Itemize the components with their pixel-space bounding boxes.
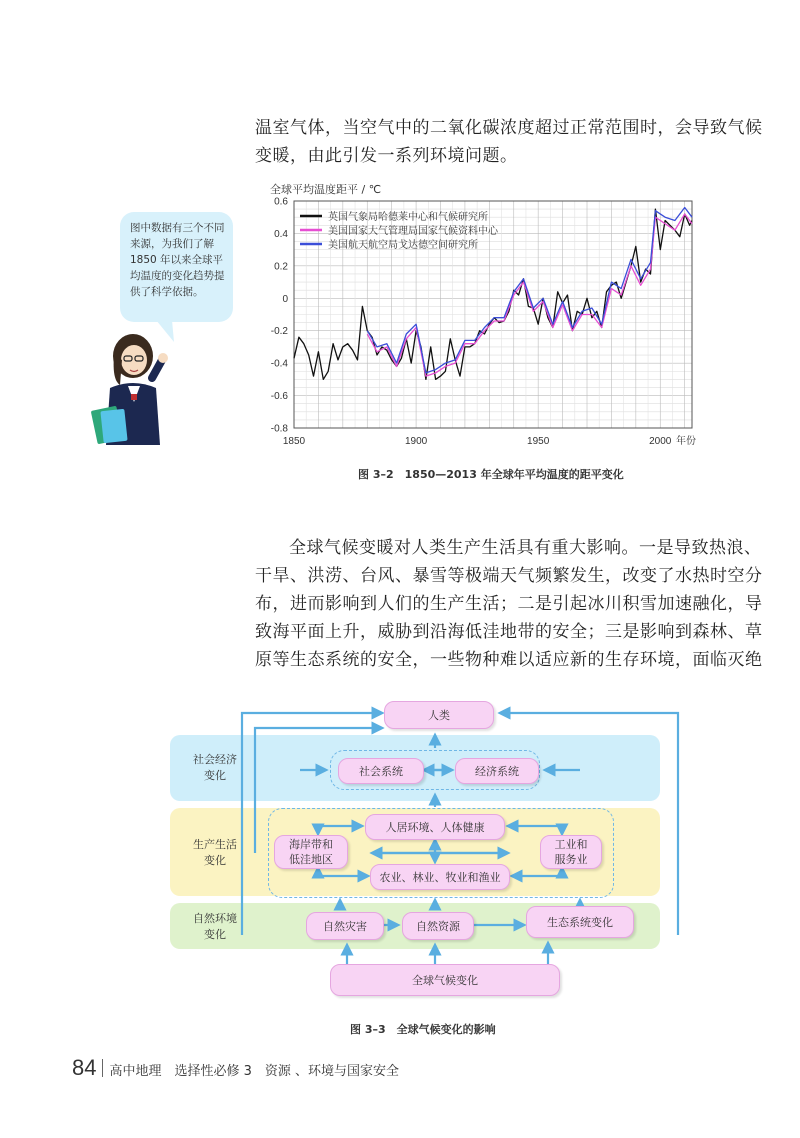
intro-line: 温室气体，当空气中的二氧化碳浓度超过正常范围时，会导致气候 xyxy=(255,118,763,138)
chart-legend-label: 美国航天航空局戈达德空间研究所 xyxy=(328,240,478,251)
band-production-label: 生产生活变化 xyxy=(193,838,237,867)
ecosystem-box: 生态系统变化 xyxy=(526,906,634,938)
chart-y-tick-label: 0 xyxy=(282,293,288,305)
chart-y-tick-label: 0.2 xyxy=(274,261,288,273)
social-system-box: 社会系统 xyxy=(338,758,424,784)
chart-x-axis-label: 年份 xyxy=(676,436,696,447)
band-social-label: 社会经济变化 xyxy=(193,753,237,782)
chart-x-tick-label: 1900 xyxy=(404,436,428,447)
chart-y-tick-label: 0.4 xyxy=(274,228,288,240)
page-number: 84 xyxy=(72,1055,97,1080)
footer-divider xyxy=(102,1059,103,1077)
chart-legend-label: 美国国家大气管理局国家气候资料中心 xyxy=(328,226,498,237)
natural-disaster-box: 自然灾害 xyxy=(306,912,384,940)
page-footer xyxy=(72,1055,399,1081)
coastal-box: 海岸带和低洼地区 xyxy=(274,835,348,869)
economic-system-box: 经济系统 xyxy=(455,758,539,784)
chart-y-tick-label: -0.2 xyxy=(270,326,288,338)
chart-y-tick-label: 0.6 xyxy=(274,196,288,208)
body-line: 干旱、洪涝、台风、暴雪等极端天气频繁发生，改变了水热时空分 xyxy=(255,566,763,586)
chart-y-tick-label: -0.8 xyxy=(270,423,288,435)
bubble-text: 图中数据有三个不同来源，为我们了解 1850 年以来全球平均温度的变化趋势提供了科学依据。 xyxy=(130,222,225,298)
intro-line: 变暖，由此引发一系列环境问题。 xyxy=(255,146,518,166)
band-nature-label: 自然环境变化 xyxy=(193,912,237,941)
chart-y-tick-label: -0.4 xyxy=(270,358,288,370)
body-line: 全球气候变暖对人类生产生活具有重大影响。一是导致热浪、 xyxy=(289,538,762,558)
chart-x-tick-label: 1850 xyxy=(282,436,306,447)
agriculture-box: 农业、林业、牧业和渔业 xyxy=(370,864,510,890)
natural-resources-box: 自然资源 xyxy=(402,912,474,940)
body-line: 原等生态系统的安全，一些物种难以适应新的生存环境，面临灭绝 xyxy=(255,650,763,670)
chart-ylabel: 全球平均温度距平 / ℃ xyxy=(270,183,382,196)
figure1-caption: 图 3–2 1850—2013 年全球年平均温度的距平变化 xyxy=(358,468,624,481)
body-line: 布，进而影响到人们的生产生活；二是引起冰川积雪加速融化，导 xyxy=(255,594,763,614)
figure2-caption: 图 3–3 全球气候变化的影响 xyxy=(350,1023,496,1036)
chart-x-tick-label: 1950 xyxy=(527,436,550,447)
book-title: 高中地理 选择性必修 3 资源 、环境与国家安全 xyxy=(109,1064,400,1079)
body-line: 致海平面上升，威胁到沿海低洼地带的安全；三是影响到森林、草 xyxy=(255,622,763,642)
living-environment-box: 人居环境、人体健康 xyxy=(365,814,505,840)
industry-box: 工业和服务业 xyxy=(540,835,602,869)
global-climate-box: 全球气候变化 xyxy=(330,964,560,996)
chart-legend-label: 英国气象局哈德莱中心和气候研究所 xyxy=(328,212,488,223)
humans-box: 人类 xyxy=(384,701,494,729)
chart-x-tick-label: 2000 xyxy=(649,436,672,447)
chart-y-tick-label: -0.6 xyxy=(270,391,288,403)
